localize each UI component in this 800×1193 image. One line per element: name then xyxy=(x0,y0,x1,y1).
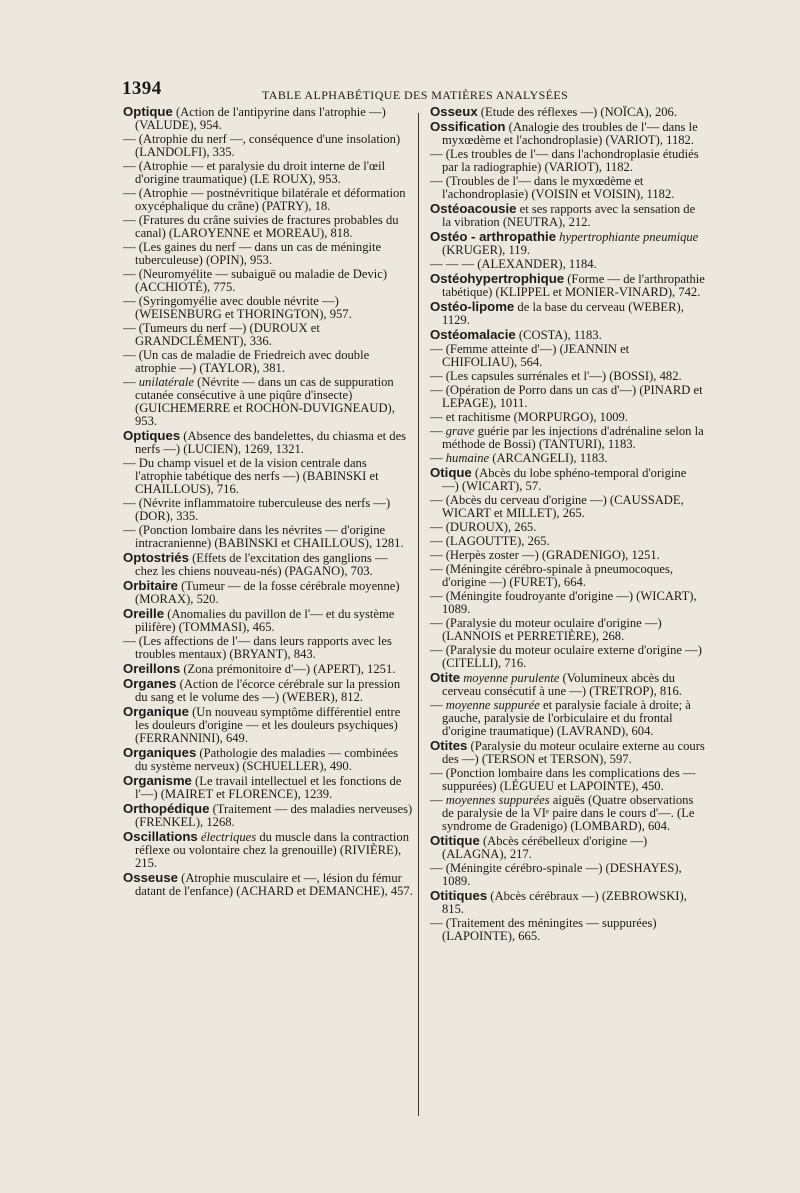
index-entry xyxy=(123,802,413,829)
entry-text: (Action de l'écorce cérébrale sur la pression du sang et le volume des —) (WEBER), 812. xyxy=(135,677,401,704)
index-entry xyxy=(430,272,706,299)
entry-headword: Orbitaire xyxy=(123,578,178,593)
column-divider xyxy=(418,113,419,1116)
entry-text: — (Syringomyélie avec double névrite —) (WEISENBURG et THORINGTON), 957. xyxy=(123,294,352,321)
index-entry xyxy=(430,148,706,174)
index-entry xyxy=(430,535,706,548)
index-entry xyxy=(430,343,706,369)
entry-text: (Névrite — dans un cas de suppuration cutanée consécutive à une piqûre d'insecte) (GUICHEMERRE et ROCHON-DUVIGNEAUD), 953. xyxy=(135,375,395,428)
entry-text: — (LAGOUTTE), 265. xyxy=(430,534,550,548)
entry-text: — xyxy=(430,451,446,465)
entry-italic: moyenne purulente xyxy=(460,671,560,685)
entry-headword: Ostéo - arthropathie xyxy=(430,229,557,244)
entry-headword: Optostriés xyxy=(123,550,189,565)
index-entry xyxy=(430,411,706,424)
entry-headword: Ostéohypertrophique xyxy=(430,271,565,286)
entry-text: (Le travail intellectuel et les fonctions de l'—) (MAIRET et FLORENCE), 1239. xyxy=(135,774,402,801)
index-entry xyxy=(123,607,413,634)
entry-italic: unilatérale xyxy=(138,375,195,389)
entry-text: — et rachitisme (MORPURGO), 1009. xyxy=(430,410,628,424)
entry-headword: Otites xyxy=(430,738,468,753)
index-entry xyxy=(123,429,413,456)
index-entry xyxy=(430,370,706,383)
entry-text: (COSTA), 1183. xyxy=(515,328,602,342)
entry-text: — (Les gaines du nerf — dans un cas de méningite tuberculeuse) (OPIN), 953. xyxy=(123,240,382,267)
entry-italic: humaine xyxy=(445,451,490,465)
index-entry xyxy=(123,133,413,159)
entry-headword: Ostéo-lipome xyxy=(430,299,515,314)
index-entry xyxy=(123,774,413,801)
entry-headword: Oreille xyxy=(123,606,165,621)
index-entry xyxy=(430,466,706,493)
entry-text: (Abcès cérébelleux d'origine —) (ALAGNA), 217. xyxy=(442,834,648,861)
index-entry xyxy=(123,295,413,321)
entry-headword: Otitiques xyxy=(430,888,488,903)
entry-text: — (DUROUX), 265. xyxy=(430,520,537,534)
index-entry xyxy=(123,376,413,428)
entry-text: (Zona prémonitoire d'—) (APERT), 1251. xyxy=(180,662,396,676)
entry-text: (Tumeur — de la fosse cérébrale moyenne) (MORAX), 520. xyxy=(135,579,400,606)
index-entry xyxy=(123,105,413,132)
entry-text: (Anomalies du pavillon de l'— et du système pilifère) (TOMMASI), 465. xyxy=(135,607,395,634)
entry-text: (Absence des bandelettes, du chiasma et des nerfs —) (LUCIEN), 1269, 1321. xyxy=(135,429,407,456)
index-entry xyxy=(123,524,413,550)
entry-text: (Analogie des troubles de l'— dans le myxœdème et l'achondroplasie) (VARIOT), 1182. xyxy=(442,120,698,147)
index-entry xyxy=(430,202,706,229)
entry-text: (Un nouveau symptôme différentiel entre les douleurs d'origine — et les douleurs psychiques) (FERRANNINI), 649. xyxy=(135,705,401,745)
index-entry xyxy=(430,862,706,888)
entry-text: — (Fratures du crâne suivies de fractures probables du canal) (LAROYENNE et MOREAU), 818. xyxy=(123,213,399,240)
index-entry xyxy=(430,425,706,451)
index-entry xyxy=(430,230,706,257)
index-entry xyxy=(430,917,706,943)
entry-headword: Organiques xyxy=(123,745,197,760)
entry-italic: hypertrophiante pneumique xyxy=(556,230,699,244)
entry-italic: moyennes suppurées xyxy=(445,793,550,807)
index-entry xyxy=(430,590,706,616)
entry-headword: Organisme xyxy=(123,773,192,788)
index-entry xyxy=(123,322,413,348)
entry-text: — (Femme atteinte d'—) (JEANNIN et CHIFOLIAU), 564. xyxy=(430,342,630,369)
index-entry xyxy=(430,563,706,589)
index-entry xyxy=(123,635,413,661)
entry-text: — (Les affections de l'— dans leurs rapports avec les troubles mentaux) (BRYANT), 843. xyxy=(123,634,392,661)
entry-text: — (Méningite foudroyante d'origine —) (WICART), 1089. xyxy=(430,589,697,616)
entry-text: (Abcès cérébraux —) (ZEBROWSKI), 815. xyxy=(442,889,687,916)
entry-italic: électriques xyxy=(197,830,257,844)
page-number: 1394 xyxy=(122,78,162,99)
index-entry xyxy=(430,794,706,833)
index-entry xyxy=(123,830,413,870)
index-entry xyxy=(430,452,706,465)
entry-text: — (Atrophie du nerf —, conséquence d'une insolation) (LANDOLFI), 335. xyxy=(123,132,401,159)
entry-text: — (Atrophie — et paralysie du droit interne de l'œil d'origine traumatique) (LE ROUX), 953. xyxy=(123,159,386,186)
entry-text: — (Méningite cérébro-spinale —) (DESHAYES), 1089. xyxy=(430,861,682,888)
entry-headword: Ostéoacousie xyxy=(430,201,517,216)
entry-italic: grave xyxy=(445,424,475,438)
page-header xyxy=(122,78,602,106)
entry-text: — — — (ALEXANDER), 1184. xyxy=(430,257,597,271)
entry-text: — (Herpès zoster —) (GRADENIGO), 1251. xyxy=(430,548,660,562)
entry-text: et paralysie faciale à droite; à gauche, paralysie de l'orbiculaire et du frontal d'origine traumatique) (LAVRAND), 604. xyxy=(442,698,691,738)
entry-italic: moyenne suppurée xyxy=(445,698,540,712)
index-entry xyxy=(430,617,706,643)
index-entry xyxy=(123,662,413,676)
right-column xyxy=(430,105,706,944)
entry-text: (KRUGER), 119. xyxy=(442,243,531,257)
entry-text: — (Tumeurs du nerf —) (DUROUX et GRANDCLÉMENT), 336. xyxy=(123,321,320,348)
index-entry xyxy=(123,677,413,704)
entry-headword: Ossification xyxy=(430,119,506,134)
entry-text: — (Troubles de l'— dans le myxœdème et l'achondroplasie) (VOISIN et VOISIN), 1182. xyxy=(430,174,675,201)
entry-text: — (Les capsules surrénales et l'—) (BOSSI), 482. xyxy=(430,369,682,383)
entry-headword: Otitique xyxy=(430,833,480,848)
index-entry xyxy=(123,241,413,267)
entry-text: — (Atrophie — postnévritique bilatérale et déformation oxycéphalique du crâne) (PATRY), 18. xyxy=(123,186,406,213)
entry-headword: Optiques xyxy=(123,428,181,443)
entry-text: — (Opération de Porro dans un cas d'—) (PINARD et LEPAGE), 1011. xyxy=(430,383,703,410)
index-entry xyxy=(430,258,706,271)
entry-text: — (Les troubles de l'— dans l'achondroplasie étudiés par la radiographie) (VARIOT), 1182. xyxy=(430,147,699,174)
index-entry xyxy=(123,705,413,745)
index-entry xyxy=(123,746,413,773)
entry-text: (Etude des réflexes —) (NOÏCA), 206. xyxy=(477,105,677,119)
index-entry xyxy=(123,187,413,213)
entry-text: (Paralysie du moteur oculaire externe au cours des —) (TERSON et TERSON), 597. xyxy=(442,739,705,766)
entry-text: — xyxy=(430,698,446,712)
entry-text: — (Méningite cérébro-spinale à pneumocoques, d'origine —) (FURET), 664. xyxy=(430,562,674,589)
index-entry xyxy=(430,767,706,793)
entry-text: du muscle dans la contraction réflexe ou volontaire chez la grenouille) (RIVIÈRE), 215. xyxy=(135,830,410,870)
index-entry xyxy=(430,384,706,410)
entry-headword: Organes xyxy=(123,676,177,691)
index-entry xyxy=(430,549,706,562)
entry-text: (Traitement — des maladies nerveuses) (FRENKEL), 1268. xyxy=(135,802,413,829)
index-entry xyxy=(123,349,413,375)
index-entry xyxy=(430,175,706,201)
entry-headword: Osseuse xyxy=(123,870,178,885)
index-entry xyxy=(430,739,706,766)
index-entry xyxy=(123,497,413,523)
entry-headword: Osseux xyxy=(430,104,478,119)
index-entry xyxy=(430,120,706,147)
entry-text: (ARCANGELI), 1183. xyxy=(489,451,608,465)
entry-text: — (Ponction lombaire dans les complications des — suppurées) (LÉGUEU et LAPOINTE), 450. xyxy=(430,766,696,793)
index-entry xyxy=(123,871,413,898)
index-entry xyxy=(123,457,413,496)
entry-text: (Volumineux abcès du cerveau consécutif à une —) (TRETROP), 816. xyxy=(442,671,682,698)
entry-headword: Oscillations xyxy=(123,829,198,844)
index-entry xyxy=(430,105,706,119)
index-entry xyxy=(123,551,413,578)
entry-text: — (Abcès du cerveau d'origine —) (CAUSSADE, WICART et MILLET), 265. xyxy=(430,493,684,520)
index-entry xyxy=(430,889,706,916)
index-entry xyxy=(123,579,413,606)
entry-text: — xyxy=(430,793,446,807)
left-column xyxy=(123,105,413,899)
entry-text: — (Paralysie du moteur oculaire externe d'origine —) (CITELLI), 716. xyxy=(430,643,702,670)
index-entry xyxy=(123,268,413,294)
entry-headword: Oreillons xyxy=(123,661,181,676)
index-entry xyxy=(430,644,706,670)
index-entry xyxy=(430,521,706,534)
entry-text: de la base du cerveau (WEBER), 1129. xyxy=(442,300,684,327)
entry-text: (Forme — de l'arthropathie tabétique) (KLIPPEL et MONIER-VINARD), 742. xyxy=(442,272,705,299)
running-title: TABLE ALPHABÉTIQUE DES MATIÈRES ANALYSÉES xyxy=(262,88,569,102)
entry-text: et ses rapports avec la sensation de la vibration (NEUTRA), 212. xyxy=(442,202,696,229)
entry-headword: Optique xyxy=(123,104,173,119)
entry-text: (Atrophie musculaire et —, lésion du fémur datant de l'enfance) (ACHARD et DEMANCHE), 457. xyxy=(135,871,413,898)
index-entry xyxy=(430,834,706,861)
entry-text: — (Traitement des méningites — suppurées) (LAPOINTE), 665. xyxy=(430,916,657,943)
entry-headword: Orthopédique xyxy=(123,801,210,816)
entry-text: — Du champ visuel et de la vision centrale dans l'atrophie tabétique des nerfs —) (BABINSKI et CHAILLOUS), 716. xyxy=(123,456,379,496)
index-entry xyxy=(123,160,413,186)
entry-headword: Otite xyxy=(430,670,461,685)
entry-text: — xyxy=(430,424,446,438)
entry-text: — (Un cas de maladie de Friedreich avec double atrophie —) (TAYLOR), 381. xyxy=(123,348,370,375)
entry-text: aiguës (Quatre observations de paralysie de la VIᵉ paire dans le cours d'—. (Le syndrome de Gradenigo) (LOMBARD), 604. xyxy=(442,793,695,833)
entry-text: — (Neuromyélite — subaiguë ou maladie de Devic) (ACCHIOTÉ), 775. xyxy=(123,267,388,294)
entry-text: (Action de l'antipyrine dans l'atrophie —) (VALUDE), 954. xyxy=(135,105,386,132)
entry-text: — (Ponction lombaire dans les névrites — d'origine intracranienne) (BABINSKI et CHAILLOUS), 1281. xyxy=(123,523,404,550)
entry-text: — xyxy=(123,375,139,389)
index-entry xyxy=(430,699,706,738)
entry-text: — (Névrite inflammatoire tuberculeuse des nerfs —) (DOR), 335. xyxy=(123,496,391,523)
entry-text: guérie par les injections d'adrénaline selon la méthode de Bossi) (TANTURI), 1183. xyxy=(442,424,704,451)
index-entry xyxy=(123,214,413,240)
index-entry xyxy=(430,300,706,327)
entry-headword: Ostéomalacie xyxy=(430,327,516,342)
index-entry xyxy=(430,671,706,698)
entry-text: (Effets de l'excitation des ganglions — chez les chiens nouveau-nés) (PAGANO), 703. xyxy=(135,551,388,578)
entry-text: (Pathologie des maladies — combinées du système nerveux) (SCHUELLER), 490. xyxy=(135,746,399,773)
entry-text: (Abcès du lobe sphéno-temporal d'origine —) (WICART), 57. xyxy=(442,466,687,493)
entry-headword: Organique xyxy=(123,704,189,719)
index-entry xyxy=(430,328,706,342)
entry-headword: Otique xyxy=(430,465,472,480)
entry-text: — (Paralysie du moteur oculaire d'origine —) (LANNOIS et PERRETIÈRE), 268. xyxy=(430,616,662,643)
index-entry xyxy=(430,494,706,520)
